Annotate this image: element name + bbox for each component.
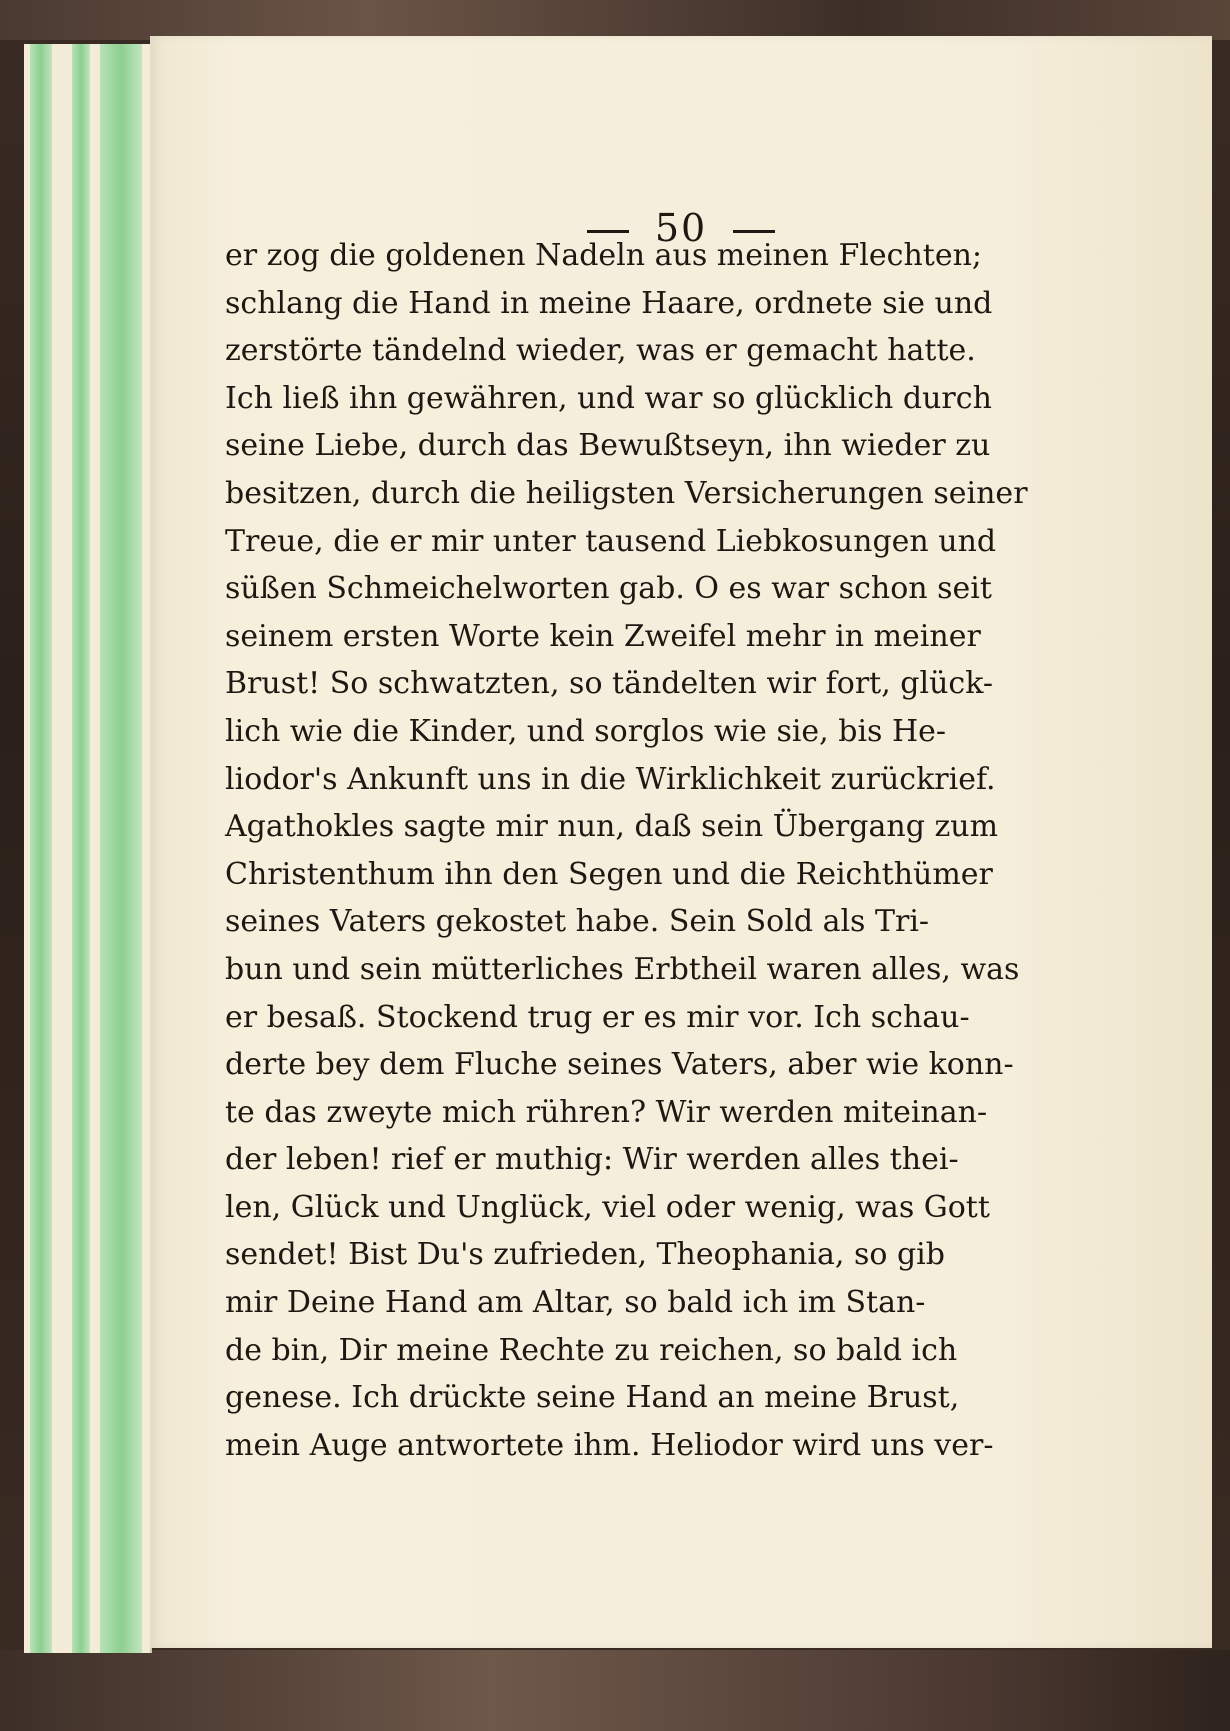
text-line: mein Auge antwortete ihm. Heliodor wird uns ver- — [225, 1427, 994, 1463]
text-line: Brust! So schwatzten, so tändelten wir fort, glück- — [225, 666, 994, 702]
text-line: seines Vaters gekostet habe. Sein Sold als Tri- — [225, 904, 930, 940]
text-line: seine Liebe, durch das Bewußtseyn, ihn wieder zu — [225, 428, 991, 464]
green-page-edge — [72, 44, 90, 1653]
green-page-edge — [100, 44, 142, 1653]
text-line: genese. Ich drückte seine Hand an meine Brust, — [225, 1380, 960, 1416]
body-text — [225, 232, 1028, 1469]
text-line: sendet! Bist Du's zufrieden, Theophania, so gib — [225, 1237, 945, 1273]
text-line: er zog die goldenen Nadeln aus meinen Flechten; — [225, 238, 983, 273]
page-number-text: 50 — [654, 206, 708, 250]
text-line: Christenthum ihn den Segen und die Reichthümer — [225, 856, 993, 892]
book-cover-bottom — [0, 1650, 1230, 1731]
text-line: besitzen, durch die heiligsten Versicherungen seiner — [225, 475, 1028, 511]
text-line: Treue, die er mir unter tausend Liebkosungen und — [225, 523, 997, 559]
text-line: er besaß. Stockend trug er es mir vor. Ich schau- — [225, 999, 970, 1035]
text-line: de bin, Dir meine Rechte zu reichen, so bald ich — [225, 1332, 958, 1368]
text-line: len, Glück und Unglück, viel oder wenig, was Gott — [225, 1189, 990, 1225]
book-cover-top — [0, 0, 1230, 40]
text-line: lich wie die Kinder, und sorglos wie sie, bis He- — [225, 713, 947, 749]
text-line: mir Deine Hand am Altar, so bald ich im Stan- — [225, 1285, 926, 1321]
text-line: seinem ersten Worte kein Zweifel mehr in meiner — [225, 618, 981, 654]
text-line: zerstörte tändelnd wieder, was er gemacht hatte. — [225, 333, 976, 369]
text-line: Ich ließ ihn gewähren, und war so glücklich durch — [225, 380, 992, 416]
text-line: süßen Schmeichelworten gab. O es war schon seit — [225, 571, 992, 607]
text-line: bun und sein mütterliches Erbtheil waren alles, was — [225, 951, 1020, 987]
text-line: te das zweyte mich rühren? Wir werden miteinan- — [225, 1094, 988, 1130]
text-line: Agathokles sagte mir nun, daß sein Übergang zum — [225, 809, 999, 845]
green-page-edge — [30, 44, 52, 1653]
text-line: schlang die Hand in meine Haare, ordnete sie und — [225, 285, 993, 321]
text-line: liodor's Ankunft uns in die Wirklichkeit zurückrief. — [225, 761, 996, 797]
text-line: der leben! rief er muthig: Wir werden alles thei- — [225, 1142, 959, 1178]
text-line: derte bey dem Fluche seines Vaters, aber wie konn- — [225, 1047, 1014, 1083]
